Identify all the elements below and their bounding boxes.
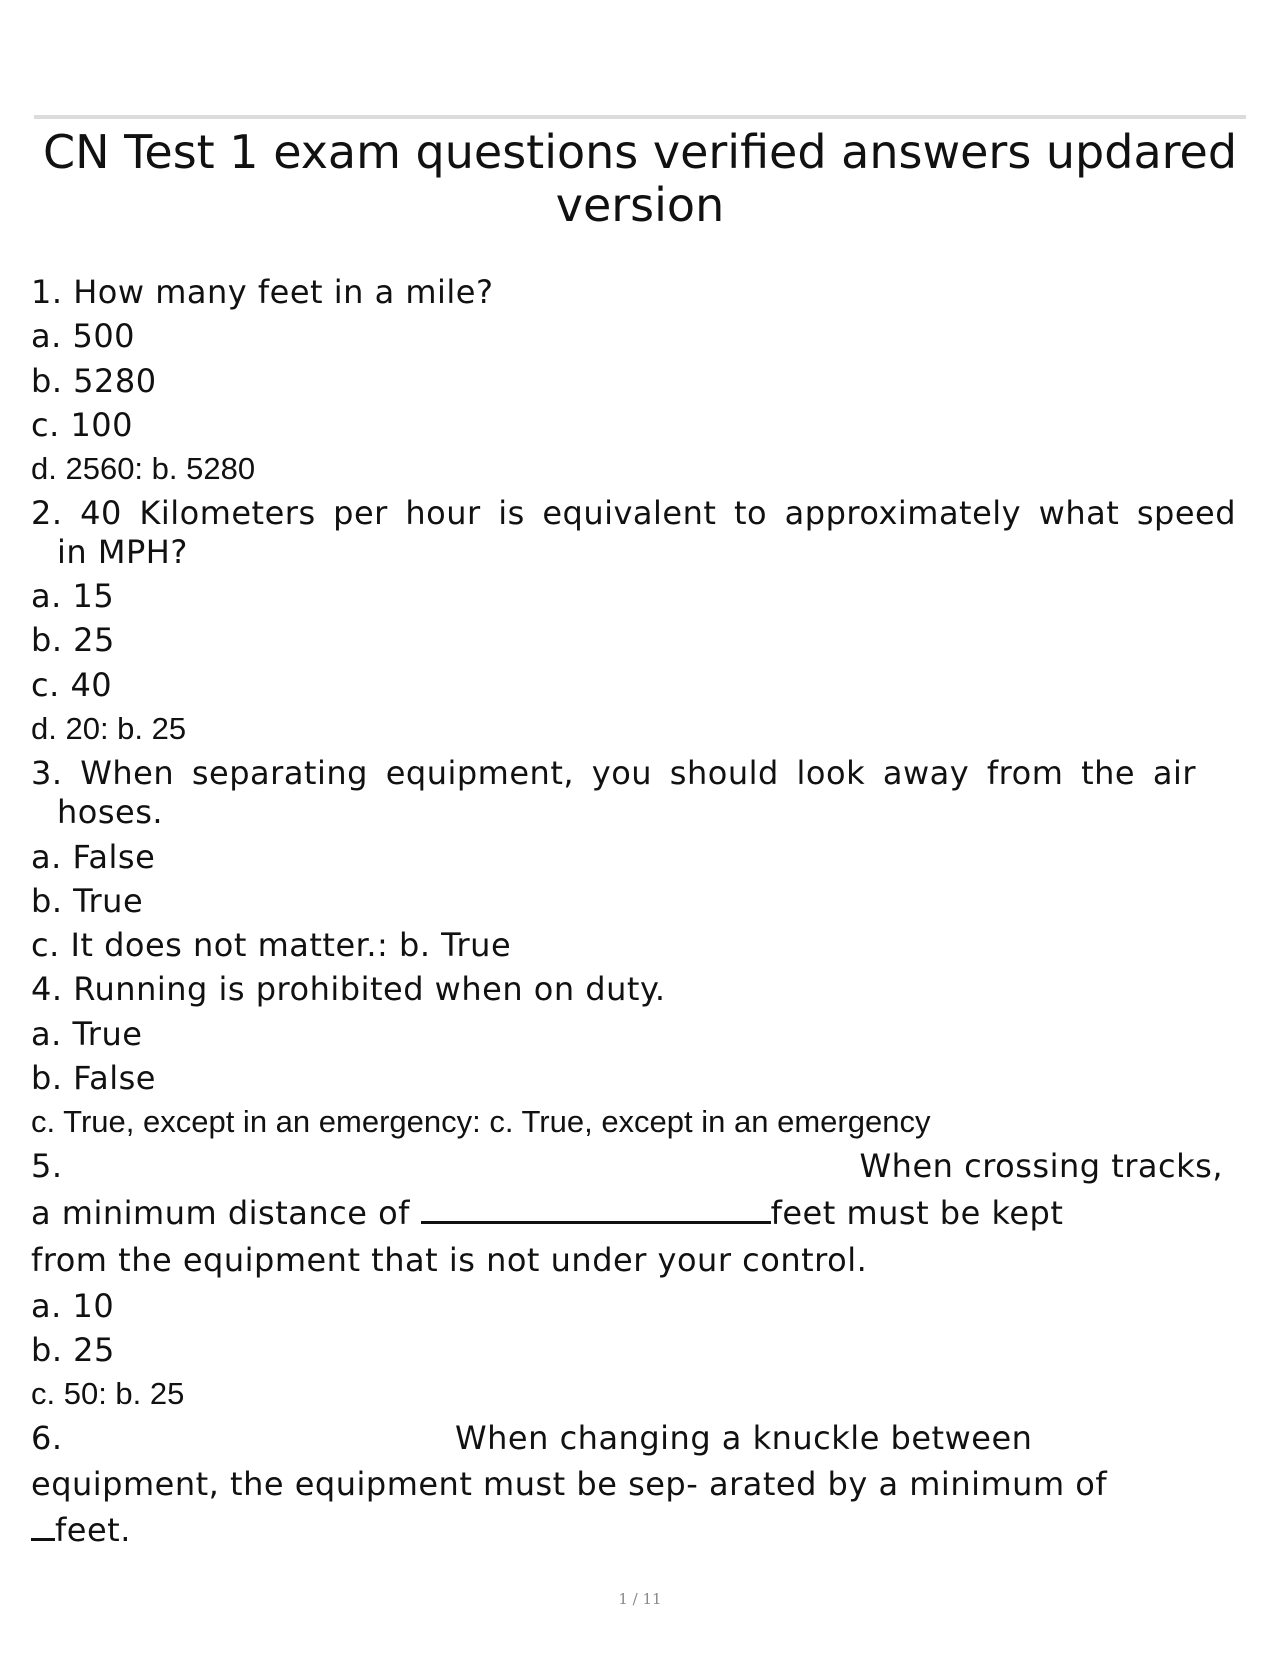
question-4-stem: 4. Running is prohibited when on duty. bbox=[31, 970, 666, 1008]
question-5-number: 5. bbox=[31, 1147, 63, 1185]
question-2-stem-line-2: in MPH? bbox=[57, 533, 188, 571]
question-5-option-c-answer: c. 50: b. 25 bbox=[31, 1376, 185, 1411]
question-2-option-d-answer: d. 20: b. 25 bbox=[31, 711, 187, 746]
question-2-option-a: a. 15 bbox=[31, 577, 115, 615]
question-1-option-c: c. 100 bbox=[31, 406, 134, 444]
question-5-stem-line-2-before: a minimum distance of bbox=[31, 1194, 421, 1232]
question-3-option-a: a. False bbox=[31, 838, 156, 876]
question-5-stem-line-3: from the equipment that is not under your control. bbox=[31, 1241, 868, 1279]
question-2-option-b: b. 25 bbox=[31, 621, 115, 659]
question-1-option-d-answer: d. 2560: b. 5280 bbox=[31, 451, 256, 486]
top-divider bbox=[34, 115, 1246, 119]
question-5-option-a: a. 10 bbox=[31, 1287, 115, 1325]
question-1-stem: 1. How many feet in a mile? bbox=[31, 273, 494, 311]
question-4-option-a: a. True bbox=[31, 1015, 143, 1053]
question-5-stem-line-2-after: feet must be kept bbox=[770, 1194, 1064, 1232]
question-6-stem-line-1: When changing a knuckle between bbox=[455, 1419, 1033, 1457]
question-6-stem-line-3-text: feet. bbox=[55, 1511, 131, 1549]
question-4-option-c-answer: c. True, except in an emergency: c. True, except in an emergency bbox=[31, 1104, 931, 1139]
question-3-option-c-answer: c. It does not matter.: b. True bbox=[31, 926, 512, 964]
question-6-stem-line-2: equipment, the equipment must be sep- arated by a minimum of bbox=[31, 1465, 1108, 1503]
question-5-stem-line-1: When crossing tracks, bbox=[859, 1147, 1223, 1185]
question-3-option-b: b. True bbox=[31, 882, 144, 920]
question-1-option-b: b. 5280 bbox=[31, 362, 157, 400]
question-4-option-b: b. False bbox=[31, 1059, 156, 1097]
question-3-stem-line-1: 3. When separating equipment, you should look away from the air bbox=[31, 754, 1196, 792]
question-2-option-c: c. 40 bbox=[31, 666, 113, 704]
question-5-option-b: b. 25 bbox=[31, 1331, 115, 1369]
document-title: CN Test 1 exam questions verified answers updared version bbox=[42, 125, 1238, 232]
question-3-stem-line-2: hoses. bbox=[57, 793, 164, 831]
question-6-number: 6. bbox=[31, 1419, 63, 1457]
question-1-option-a: a. 500 bbox=[31, 317, 136, 355]
question-5-stem-line-2 bbox=[31, 1193, 1063, 1233]
question-6-stem-line-3 bbox=[31, 1510, 131, 1550]
question-2-stem-line-1: 2. 40 Kilometers per hour is equivalent to approximately what speed bbox=[31, 494, 1236, 532]
answer-blank bbox=[421, 1195, 771, 1224]
answer-blank bbox=[31, 1512, 55, 1541]
page-indicator: 1 / 11 bbox=[618, 1590, 662, 1608]
